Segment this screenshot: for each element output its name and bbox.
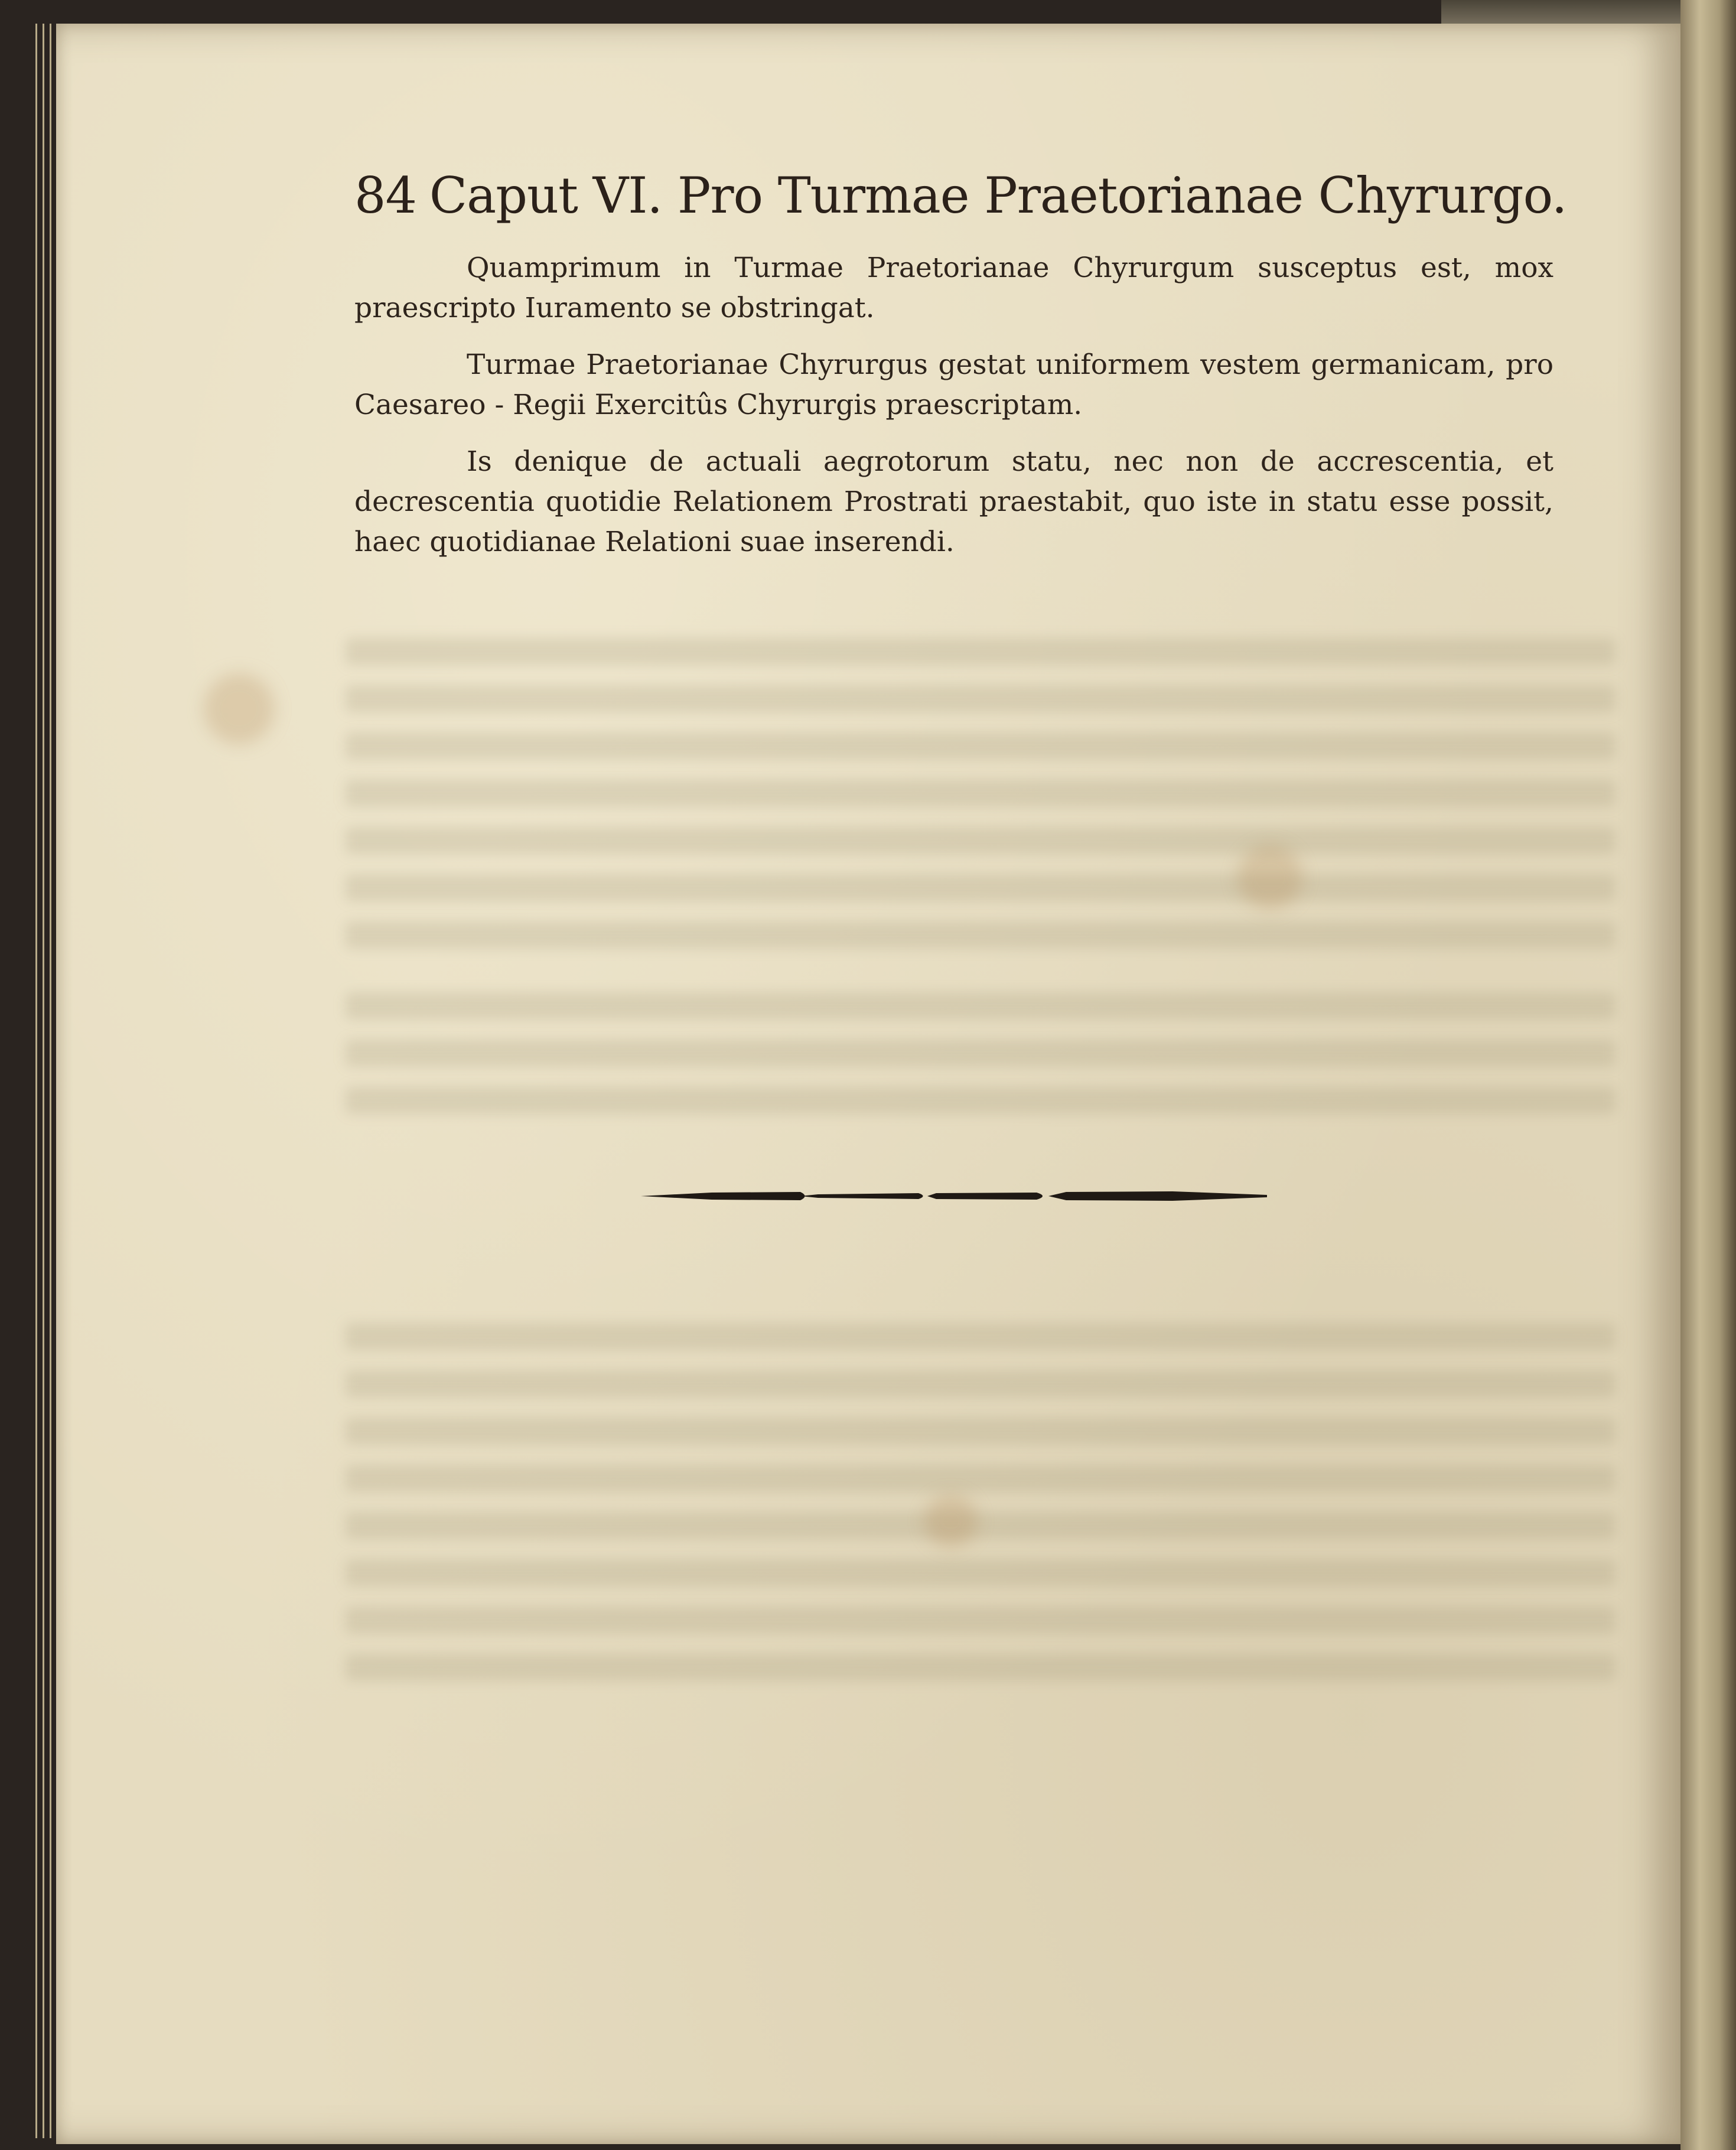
page-edge: [50, 24, 51, 2138]
show-through: [346, 992, 1616, 1019]
show-through: [346, 1559, 1616, 1587]
foxing-spot: [924, 1494, 978, 1548]
foxing-spot: [204, 673, 275, 744]
text-block: [354, 248, 1553, 579]
show-through: [346, 1370, 1616, 1398]
show-through: [346, 1418, 1616, 1445]
show-through: [346, 732, 1616, 760]
show-through: [346, 1654, 1616, 1681]
show-through: [346, 827, 1616, 854]
show-through: [346, 685, 1616, 712]
show-through: [346, 1040, 1616, 1067]
show-through: [346, 921, 1616, 949]
show-through: [346, 1607, 1616, 1634]
paragraph: Is denique de actuali aegrotorum statu, nec non de accrescentia, et decrescentia quotidie Relationem Prostrati praestabit, quo iste in statu esse possit, haec quotidianae Relationi suae inserendi.: [354, 445, 1553, 558]
page-edge: [43, 24, 44, 2138]
chapter-title: Caput VI. Pro Turmae Praetorianae Chyrurgo.: [429, 167, 1567, 224]
show-through: [346, 1465, 1616, 1492]
page-edge: [35, 24, 37, 2138]
foxing-spot: [1237, 845, 1302, 910]
show-through: [346, 874, 1616, 901]
page-number: 84: [354, 167, 416, 224]
binding-gutter: [1680, 0, 1736, 2150]
running-head: [354, 167, 1595, 224]
show-through: [346, 638, 1616, 665]
show-through: [346, 1323, 1616, 1350]
show-through: [346, 780, 1616, 807]
show-through: [346, 1512, 1616, 1539]
paragraph: Quamprimum in Turmae Praetorianae Chyrurgum susceptus est, mox praescripto Iuramento se obstringat.: [354, 252, 1553, 324]
paragraph: Turmae Praetorianae Chyrurgus gestat uniformem vestem germanicam, pro Caesareo - Regii Exercitûs Chyrurgis praescriptam.: [354, 348, 1553, 421]
show-through: [346, 1087, 1616, 1114]
ornamental-rule-icon: [641, 1184, 1267, 1208]
